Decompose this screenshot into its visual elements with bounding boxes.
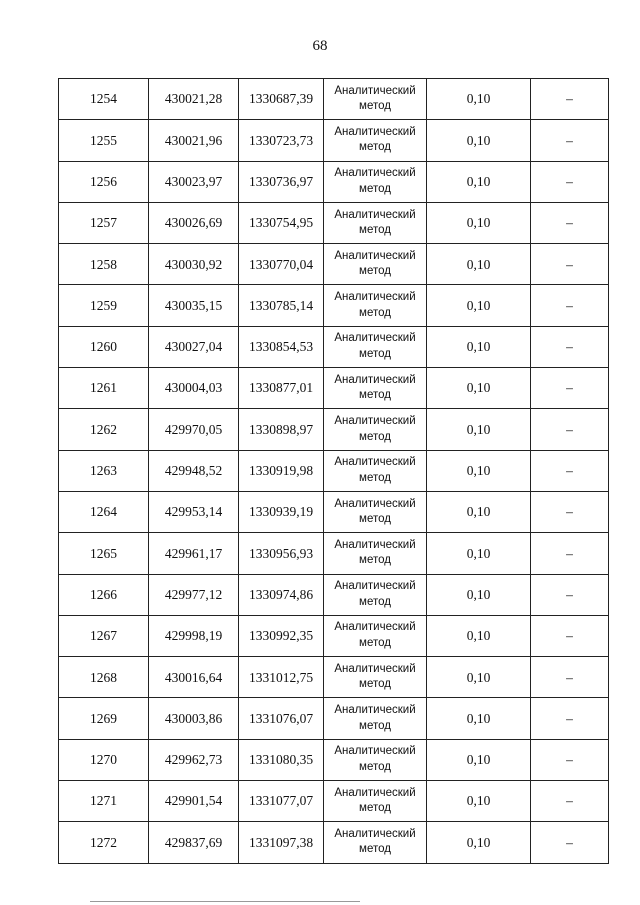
method-line2: метод [359, 513, 391, 526]
y-coordinate-cell: 1331097,38 [239, 822, 324, 863]
point-id-cell: 1260 [59, 326, 149, 367]
accuracy-cell: 0,10 [427, 79, 531, 120]
accuracy-cell: 0,10 [427, 739, 531, 780]
method-cell [324, 326, 427, 367]
note-cell: – [531, 698, 609, 739]
note-cell: – [531, 244, 609, 285]
method-line1: Аналитический [334, 456, 416, 469]
method-cell [324, 161, 427, 202]
method-line2: метод [359, 719, 391, 732]
note-cell: – [531, 368, 609, 409]
method-line2: метод [359, 430, 391, 443]
table-row [59, 574, 609, 615]
note-cell: – [531, 533, 609, 574]
note-cell: – [531, 822, 609, 863]
accuracy-cell: 0,10 [427, 244, 531, 285]
note-cell: – [531, 657, 609, 698]
note-cell: – [531, 781, 609, 822]
method-cell [324, 244, 427, 285]
bottom-divider [90, 901, 360, 902]
method-cell [324, 822, 427, 863]
x-coordinate-cell: 430026,69 [149, 202, 239, 243]
method-cell [324, 574, 427, 615]
method-cell [324, 781, 427, 822]
x-coordinate-cell: 430004,03 [149, 368, 239, 409]
table-row [59, 781, 609, 822]
method-cell [324, 450, 427, 491]
y-coordinate-cell: 1331076,07 [239, 698, 324, 739]
method-line2: метод [359, 802, 391, 815]
method-cell [324, 739, 427, 780]
point-id-cell: 1258 [59, 244, 149, 285]
method-line1: Аналитический [334, 827, 416, 840]
method-line2: метод [359, 637, 391, 649]
point-id-cell: 1269 [59, 698, 149, 739]
point-id-cell: 1265 [59, 533, 149, 574]
x-coordinate-cell: 429961,17 [149, 533, 239, 574]
method-cell [324, 657, 427, 698]
accuracy-cell: 0,10 [427, 120, 531, 161]
accuracy-cell: 0,10 [427, 615, 531, 656]
point-id-cell: 1264 [59, 491, 149, 532]
x-coordinate-cell: 430023,97 [149, 161, 239, 202]
point-id-cell: 1272 [59, 822, 149, 863]
note-cell: – [531, 79, 609, 120]
method-line2: метод [359, 389, 391, 402]
y-coordinate-cell: 1330956,93 [239, 533, 324, 574]
table-row [59, 244, 609, 285]
note-cell: – [531, 739, 609, 780]
accuracy-cell: 0,10 [427, 822, 531, 863]
table-row [59, 409, 609, 450]
method-line1: Аналитический [334, 704, 416, 717]
note-cell: – [531, 615, 609, 656]
y-coordinate-cell: 1331080,35 [239, 739, 324, 780]
point-id-cell: 1270 [59, 739, 149, 780]
coordinates-table [58, 78, 609, 864]
method-cell [324, 533, 427, 574]
note-cell: – [531, 285, 609, 326]
y-coordinate-cell: 1330898,97 [239, 409, 324, 450]
method-cell [324, 79, 427, 120]
point-id-cell: 1263 [59, 450, 149, 491]
y-coordinate-cell: 1330919,98 [239, 450, 324, 491]
y-coordinate-cell: 1330854,53 [239, 326, 324, 367]
accuracy-cell: 0,10 [427, 657, 531, 698]
y-coordinate-cell: 1330736,97 [239, 161, 324, 202]
method-line2: метод [359, 843, 391, 856]
x-coordinate-cell: 429970,05 [149, 409, 239, 450]
x-coordinate-cell: 429948,52 [149, 450, 239, 491]
point-id-cell: 1267 [59, 615, 149, 656]
x-coordinate-cell: 430003,86 [149, 698, 239, 739]
note-cell: – [531, 450, 609, 491]
point-id-cell: 1261 [59, 368, 149, 409]
x-coordinate-cell: 429837,69 [149, 822, 239, 863]
method-line1: Аналитический [334, 415, 416, 427]
table-row [59, 326, 609, 367]
method-line1: Аналитический [334, 208, 416, 221]
method-line2: метод [359, 678, 391, 691]
x-coordinate-cell: 430021,28 [149, 79, 239, 120]
x-coordinate-cell: 429998,19 [149, 615, 239, 656]
method-cell [324, 368, 427, 409]
x-coordinate-cell: 430027,04 [149, 326, 239, 367]
accuracy-cell: 0,10 [427, 491, 531, 532]
method-line1: Аналитический [334, 538, 416, 551]
accuracy-cell: 0,10 [427, 202, 531, 243]
point-id-cell: 1259 [59, 285, 149, 326]
point-id-cell: 1256 [59, 161, 149, 202]
method-line2: метод [359, 100, 391, 113]
table-row [59, 615, 609, 656]
table-row [59, 450, 609, 491]
method-line2: метод [359, 141, 391, 154]
point-id-cell: 1266 [59, 574, 149, 615]
y-coordinate-cell: 1330992,35 [239, 615, 324, 656]
x-coordinate-cell: 430030,92 [149, 244, 239, 285]
table-row [59, 161, 609, 202]
accuracy-cell: 0,10 [427, 368, 531, 409]
point-id-cell: 1257 [59, 202, 149, 243]
method-line2: метод [359, 224, 391, 237]
note-cell: – [531, 120, 609, 161]
table-row [59, 368, 609, 409]
table-row [59, 120, 609, 161]
method-line1: Аналитический [334, 249, 416, 262]
method-line2: метод [359, 760, 391, 773]
method-line2: метод [359, 265, 391, 278]
y-coordinate-cell: 1330974,86 [239, 574, 324, 615]
method-line1: Аналитический [334, 291, 416, 304]
method-cell [324, 202, 427, 243]
method-line2: метод [359, 306, 391, 319]
method-cell [324, 285, 427, 326]
y-coordinate-cell: 1331077,07 [239, 781, 324, 822]
x-coordinate-cell: 430016,64 [149, 657, 239, 698]
accuracy-cell: 0,10 [427, 285, 531, 326]
method-line1: Аналитический [334, 497, 416, 510]
y-coordinate-cell: 1330687,39 [239, 79, 324, 120]
accuracy-cell: 0,10 [427, 698, 531, 739]
method-line1: Аналитический [334, 745, 416, 758]
accuracy-cell: 0,10 [427, 450, 531, 491]
table-row [59, 285, 609, 326]
page-number: 68 [312, 38, 328, 54]
table-row [59, 657, 609, 698]
table-row [59, 739, 609, 780]
y-coordinate-cell: 1330754,95 [239, 202, 324, 243]
method-cell [324, 491, 427, 532]
table-row [59, 491, 609, 532]
y-coordinate-cell: 1330877,01 [239, 368, 324, 409]
note-cell: – [531, 491, 609, 532]
y-coordinate-cell: 1331012,75 [239, 657, 324, 698]
note-cell: – [531, 409, 609, 450]
accuracy-cell: 0,10 [427, 574, 531, 615]
method-line1: Аналитический [334, 125, 416, 138]
method-line2: метод [359, 182, 391, 195]
method-line2: метод [359, 471, 391, 484]
method-cell [324, 120, 427, 161]
table-row [59, 533, 609, 574]
table-row [59, 822, 609, 863]
point-id-cell: 1254 [59, 79, 149, 120]
x-coordinate-cell: 429953,14 [149, 491, 239, 532]
x-coordinate-cell: 429962,73 [149, 739, 239, 780]
method-cell [324, 409, 427, 450]
method-line2: метод [359, 347, 391, 360]
method-cell [324, 615, 427, 656]
note-cell: – [531, 326, 609, 367]
accuracy-cell: 0,10 [427, 409, 531, 450]
point-id-cell: 1271 [59, 781, 149, 822]
x-coordinate-cell: 429901,54 [149, 781, 239, 822]
point-id-cell: 1268 [59, 657, 149, 698]
table-row [59, 202, 609, 243]
x-coordinate-cell: 429977,12 [149, 574, 239, 615]
table-row [59, 79, 609, 120]
x-coordinate-cell: 430021,96 [149, 120, 239, 161]
y-coordinate-cell: 1330939,19 [239, 491, 324, 532]
method-line1: Аналитический [334, 662, 416, 675]
accuracy-cell: 0,10 [427, 781, 531, 822]
method-line1: Аналитический [334, 167, 416, 180]
method-line1: Аналитический [334, 84, 416, 97]
table-row [59, 698, 609, 739]
method-line1: Аналитический [334, 786, 416, 799]
y-coordinate-cell: 1330785,14 [239, 285, 324, 326]
y-coordinate-cell: 1330770,04 [239, 244, 324, 285]
accuracy-cell: 0,10 [427, 533, 531, 574]
y-coordinate-cell: 1330723,73 [239, 120, 324, 161]
method-line2: метод [359, 554, 391, 567]
note-cell: – [531, 161, 609, 202]
note-cell: – [531, 574, 609, 615]
point-id-cell: 1255 [59, 120, 149, 161]
method-line1: Аналитический [334, 373, 416, 386]
method-cell [324, 698, 427, 739]
accuracy-cell: 0,10 [427, 326, 531, 367]
method-line1: Аналитический [334, 332, 416, 345]
method-line1: Аналитический [334, 580, 416, 593]
method-line1: Аналитический [334, 621, 416, 634]
x-coordinate-cell: 430035,15 [149, 285, 239, 326]
method-line2: метод [359, 595, 391, 608]
point-id-cell: 1262 [59, 409, 149, 450]
note-cell: – [531, 202, 609, 243]
accuracy-cell: 0,10 [427, 161, 531, 202]
